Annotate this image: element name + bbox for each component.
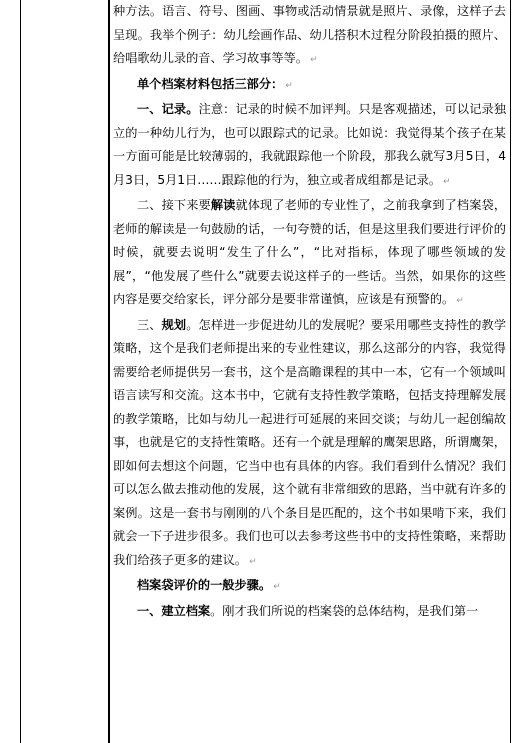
table-border-middle (108, 0, 110, 743)
table-border-left (20, 0, 21, 743)
paragraph-mark: ↵ (285, 80, 293, 91)
paragraph-interpret: 二、接下来要解读就体现了老师的专业性了，之前我拿到了档案袋，老师的解读是一句鼓励的话，一句夸赞的话，但是这里我们要进行评价的时候，就要去说明“发生了什么”，“比对指标，体现了哪些领域的发展”，“他发展了些什么”就要去说这样子的一些话。当然，如果你的这些内容是要交给家长，评分部分是要非常谨慎，应该是有预警的。 ↵ (113, 198, 507, 306)
paragraph-mark: ↵ (456, 296, 464, 306)
table-border-right (510, 0, 511, 743)
section-heading: 档案袋评价的一般步骤。 ↵ (137, 578, 281, 592)
paragraph-record: 一、记录。注意：记录的时候不加评判。只是客观描述，可以记录独立的一种幼儿行为，也可以跟踪式的记录。比如说：我觉得某个孩子在某一方面可能是比较薄弱的，我就跟踪他一个阶段，那我么就写3月5日，4月3日，5月1日……跟踪他的行为，独立或者成组都是记录。 ↵ (113, 102, 507, 187)
section-heading: 单个档案材料包括三部分： ↵ (137, 76, 293, 91)
paragraph-mark: ↵ (310, 55, 318, 65)
interpret-label: 解读 (210, 198, 236, 212)
table-cell-content (113, 0, 506, 623)
paragraph-mark: ↵ (273, 582, 281, 592)
paragraph: 种方法。语言、符号、图画、事物或活动情景就是照片、录像，这样子去呈现。我举个例子：幼儿绘画作品、幼儿搭积木过程分阶段拍摄的照片、给唱歌幼儿录的音、学习故事等等。 ↵ (113, 4, 506, 65)
record-label: 一、记录。 (137, 102, 199, 116)
paragraph-mark: ↵ (442, 176, 451, 187)
plan-label: 规划 (161, 317, 187, 332)
paragraph-plan: 三、规划。怎样进一步促进幼儿的发展呢？要采用哪些支持性的教学策略，这个是我们老师提出来的专业性建议，那么这部分的内容，我觉得需要给老师提供另一套书，这个是高瞻课程的其中一本，它有一个领域叫语言读写和交流。这本书中，它就有支持性教学策略，包括支持理解发展的教学策略，比如与幼儿一起进行可延展的来回交谈；与幼儿一起创编故事，也就是它的支持性策略。还有一个就是理解的鹰架思路，所谓鹰架，即如何去想这个问题，它当中也有具体的内容。我们看到什么情况？我们可以怎么做去推动他的发展，这个就有非常细致的思路，当中就有许多的案例。这是一套书与刚刚的八个条目是匹配的，这个书如果啃下来，我们就会一下子进步很多。我们也可以去参考这些书中的支持性策略，来帮助我们给孩子更多的建议。 ↵ (113, 317, 507, 567)
paragraph-mark: ↵ (249, 556, 257, 567)
build-file-label: 一、建立档案 (137, 603, 211, 618)
paragraph-build-file: 一、建立档案。刚才我们所说的档案袋的总体结构，是我们第一 (137, 603, 479, 618)
